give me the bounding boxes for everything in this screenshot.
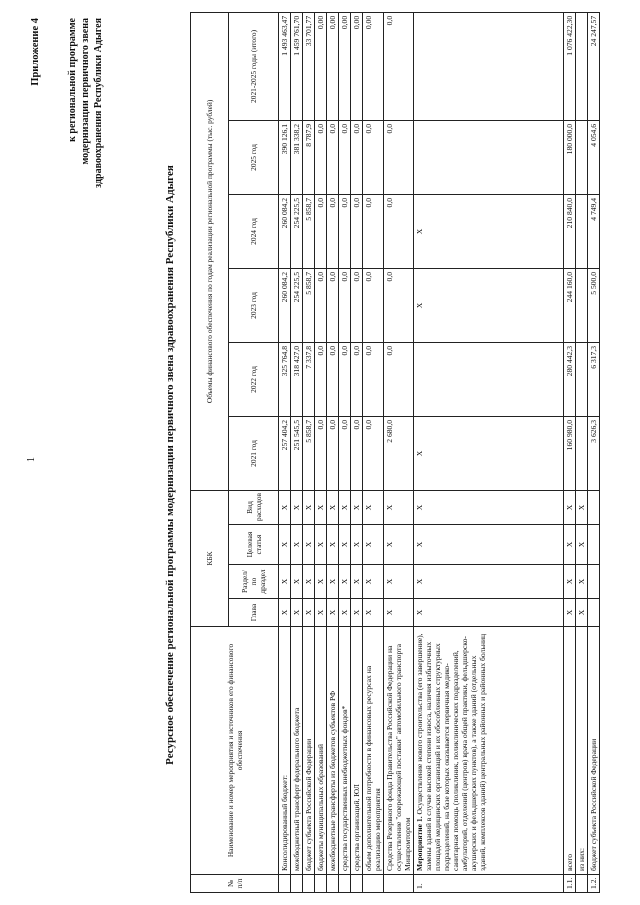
kbk-cell: Х — [291, 565, 303, 599]
kbk-cell: Х — [279, 599, 291, 627]
value-cell: 0,0 — [363, 416, 384, 490]
header-year-2025: 2025 год — [229, 120, 279, 194]
row-name — [414, 627, 564, 875]
value-cell: 1 076 422,30 — [564, 12, 576, 120]
kbk-cell: Х — [564, 525, 576, 565]
value-cell: 0,0 — [351, 194, 363, 268]
value-cell: 0,00 — [315, 12, 327, 120]
kbk-cell: Х — [339, 490, 351, 524]
table-row — [315, 12, 327, 892]
kbk-cell: Х — [351, 525, 363, 565]
value-cell: 0,0 — [315, 194, 327, 268]
value-cell — [576, 416, 588, 490]
value-cell: 0,0 — [384, 342, 414, 416]
appendix-title: Приложение 4 — [30, 18, 41, 86]
value-cell: 0,0 — [351, 268, 363, 342]
kbk-cell: Х — [351, 490, 363, 524]
value-cell: 0,00 — [327, 12, 339, 120]
value-cell: Х — [414, 268, 564, 342]
row-number — [363, 875, 384, 893]
value-cell: 5 858,7 — [303, 194, 315, 268]
kbk-cell: Х — [414, 490, 564, 524]
value-cell: 280 442,3 — [564, 342, 576, 416]
kbk-cell: Х — [315, 525, 327, 565]
table-row — [291, 12, 303, 892]
table-row — [414, 12, 564, 892]
row-number — [291, 875, 303, 893]
table-row — [588, 12, 600, 892]
value-cell: Х — [414, 194, 564, 268]
kbk-cell: Х — [339, 525, 351, 565]
value-cell: 0,0 — [351, 120, 363, 194]
row-name: бюджет субъекта Российской Федерации — [303, 627, 315, 875]
value-cell: 5 858,7 — [303, 268, 315, 342]
value-cell: 0,0 — [363, 342, 384, 416]
kbk-cell: Х — [279, 490, 291, 524]
header-name: Наименование и номер мероприятия и источников его финансового обеспечения — [191, 627, 279, 875]
value-cell — [414, 12, 564, 120]
value-cell: 0,0 — [315, 342, 327, 416]
value-cell: 5 858,7 — [303, 416, 315, 490]
value-cell — [576, 194, 588, 268]
appendix-subtitle-line: здравоохранения Республики Адыгея — [93, 18, 104, 188]
header-kbk-expense: Вид расходов — [229, 490, 279, 524]
kbk-cell: Х — [339, 599, 351, 627]
resource-table — [190, 12, 600, 893]
row-number — [279, 875, 291, 893]
value-cell — [576, 342, 588, 416]
value-cell: 0,0 — [384, 120, 414, 194]
kbk-cell: Х — [363, 599, 384, 627]
row-number — [315, 875, 327, 893]
value-cell: 244 160,0 — [564, 268, 576, 342]
row-number — [327, 875, 339, 893]
kbk-cell — [588, 565, 600, 599]
value-cell: 0,0 — [327, 342, 339, 416]
value-cell: 260 084,2 — [279, 268, 291, 342]
kbk-cell: Х — [576, 525, 588, 565]
header-year-2023: 2023 год — [229, 268, 279, 342]
kbk-cell: Х — [351, 599, 363, 627]
kbk-cell: Х — [363, 490, 384, 524]
value-cell: 33 701,77 — [303, 12, 315, 120]
value-cell: 2 680,0 — [384, 416, 414, 490]
kbk-cell — [588, 599, 600, 627]
table-row — [351, 12, 363, 892]
value-cell: 254 225,5 — [291, 268, 303, 342]
table-row — [303, 12, 315, 892]
value-cell: 0,00 — [339, 12, 351, 120]
kbk-cell: Х — [384, 525, 414, 565]
value-cell: 0,0 — [339, 416, 351, 490]
value-cell: 160 980,0 — [564, 416, 576, 490]
row-number: 1.1. — [564, 875, 576, 893]
kbk-cell: Х — [339, 565, 351, 599]
table-row — [564, 12, 576, 892]
value-cell: 251 545,5 — [291, 416, 303, 490]
table-row — [363, 12, 384, 892]
kbk-cell: Х — [384, 565, 414, 599]
value-cell: 257 404,2 — [279, 416, 291, 490]
row-number — [351, 875, 363, 893]
kbk-cell: Х — [279, 565, 291, 599]
row-number — [303, 875, 315, 893]
value-cell: 0,0 — [384, 194, 414, 268]
row-name: Средства Резервного фонда Правительства Российской Федерации на осуществление "опережающей поставки" автомобильного транспорта Минпромторгом — [384, 627, 414, 875]
value-cell: Х — [414, 416, 564, 490]
kbk-cell: Х — [564, 490, 576, 524]
kbk-cell: Х — [327, 490, 339, 524]
kbk-cell: Х — [384, 599, 414, 627]
value-cell: 318 427,0 — [291, 342, 303, 416]
kbk-cell: Х — [384, 490, 414, 524]
kbk-cell: Х — [564, 599, 576, 627]
value-cell: 0,0 — [339, 120, 351, 194]
row-name: бюджет субъекта Российской Федерации — [588, 627, 600, 875]
measure-label: Мероприятие 1. — [415, 814, 424, 871]
value-cell: 0,0 — [363, 194, 384, 268]
row-name: всего — [564, 627, 576, 875]
value-cell: 325 764,8 — [279, 342, 291, 416]
value-cell: 381 338,2 — [291, 120, 303, 194]
header-kbk-section: Раздел/по драздел — [229, 565, 279, 599]
header-kbk: КБК — [191, 490, 229, 626]
value-cell: 4 749,4 — [588, 194, 600, 268]
table-row — [576, 12, 588, 892]
kbk-cell: Х — [315, 565, 327, 599]
value-cell — [576, 12, 588, 120]
value-cell: 0,0 — [384, 268, 414, 342]
page-number: 1 — [26, 457, 37, 462]
kbk-cell: Х — [414, 599, 564, 627]
value-cell: 4 054,6 — [588, 120, 600, 194]
kbk-cell: Х — [564, 565, 576, 599]
kbk-cell: Х — [291, 525, 303, 565]
kbk-cell: Х — [414, 525, 564, 565]
kbk-cell: Х — [303, 599, 315, 627]
value-cell — [414, 120, 564, 194]
kbk-cell: Х — [291, 490, 303, 524]
measure-text: Осуществление нового строительства (его завершение), замены зданий в случае высокой степени износа, наличия избыточных площадей медицинских организаций и их обособленных структурных подразделений, на базе которых оказывается первичная медико-санитарная помощь (поликлиник, поликлинических подразделений, амбулаторий, отделений (центров) врача общей практики, фельдшерско-акушерских и фельдшерских пунктов), а также зданий (отдельных зданий, комплексов зданий) центральных районных и районных больниц — [415, 633, 487, 871]
kbk-cell: Х — [303, 490, 315, 524]
header-year-2021: 2021 год — [229, 416, 279, 490]
value-cell: 390 126,1 — [279, 120, 291, 194]
value-cell: 0,0 — [351, 342, 363, 416]
kbk-cell: Х — [303, 565, 315, 599]
value-cell: 0,0 — [327, 120, 339, 194]
value-cell: 0,00 — [351, 12, 363, 120]
kbk-cell: Х — [363, 565, 384, 599]
header-year-2024: 2024 год — [229, 194, 279, 268]
kbk-cell: Х — [576, 565, 588, 599]
value-cell: 0,0 — [327, 268, 339, 342]
value-cell: 0,00 — [363, 12, 384, 120]
row-name: бюджеты муниципальных образований — [315, 627, 327, 875]
table-row — [327, 12, 339, 892]
row-name: из них: — [576, 627, 588, 875]
row-number: 1. — [414, 875, 564, 893]
value-cell — [576, 120, 588, 194]
kbk-cell: Х — [363, 525, 384, 565]
value-cell: 3 626,3 — [588, 416, 600, 490]
row-name: средства государственных внебюджетных фондов* — [339, 627, 351, 875]
kbk-cell — [588, 490, 600, 524]
value-cell: 8 787,9 — [303, 120, 315, 194]
value-cell — [414, 342, 564, 416]
value-cell: 1 459 761,70 — [291, 12, 303, 120]
kbk-cell: Х — [576, 490, 588, 524]
header-volumes: Объемы финансового обеспечения по годам реализации региональной программы (тыс. рублей) — [191, 12, 229, 490]
table-row — [384, 12, 414, 892]
row-name: средства организаций, ЮЛ — [351, 627, 363, 875]
value-cell: 0,0 — [339, 194, 351, 268]
header-kbk-target: Целевая статья — [229, 525, 279, 565]
value-cell: 0,0 — [339, 268, 351, 342]
table-row — [279, 12, 291, 892]
row-number — [576, 875, 588, 893]
value-cell: 0,0 — [363, 268, 384, 342]
kbk-cell: Х — [279, 525, 291, 565]
header-year-2022: 2022 год — [229, 342, 279, 416]
value-cell: 0,0 — [315, 120, 327, 194]
row-number — [384, 875, 414, 893]
row-name: объем дополнительной потребности в финансовых ресурсах на реализацию мероприятия — [363, 627, 384, 875]
kbk-cell — [588, 525, 600, 565]
kbk-cell: Х — [351, 565, 363, 599]
header-total: 2021-2025 годы (итого) — [229, 12, 279, 120]
value-cell: 1 493 463,47 — [279, 12, 291, 120]
header-kbk-chapter: Глава — [229, 599, 279, 627]
kbk-cell: Х — [315, 599, 327, 627]
value-cell: 7 337,8 — [303, 342, 315, 416]
kbk-cell: Х — [303, 525, 315, 565]
row-name: Консолидированный бюджет: — [279, 627, 291, 875]
value-cell: 260 084,2 — [279, 194, 291, 268]
row-number: 1.2. — [588, 875, 600, 893]
value-cell: 0,0 — [327, 194, 339, 268]
value-cell: 0,0 — [363, 120, 384, 194]
value-cell: 180 000,0 — [564, 120, 576, 194]
value-cell: 254 225,5 — [291, 194, 303, 268]
kbk-cell: Х — [414, 565, 564, 599]
value-cell: 0,0 — [339, 342, 351, 416]
appendix-subtitle — [66, 18, 105, 378]
value-cell: 5 500,0 — [588, 268, 600, 342]
kbk-cell: Х — [291, 599, 303, 627]
row-name: межбюджетные трансферты из бюджетов субъектов РФ — [327, 627, 339, 875]
kbk-cell: Х — [315, 490, 327, 524]
value-cell: 0,0 — [327, 416, 339, 490]
document-title: Ресурсное обеспечение региональной программы модернизации первичного звена здравоохранения Республики Адыгея — [164, 165, 176, 765]
row-number — [339, 875, 351, 893]
appendix-subtitle-line: к региональной программе — [67, 18, 78, 142]
table-row — [339, 12, 351, 892]
value-cell: 210 840,0 — [564, 194, 576, 268]
value-cell: 0,0 — [315, 416, 327, 490]
appendix-subtitle-line: модернизации первичного звена — [80, 18, 91, 165]
row-name: межбюджетный трансферт федерального бюджета — [291, 627, 303, 875]
header-num: № п/п — [191, 875, 279, 893]
kbk-cell: Х — [576, 599, 588, 627]
kbk-cell: Х — [327, 599, 339, 627]
value-cell: 0,0 — [315, 268, 327, 342]
value-cell: 24 247,57 — [588, 12, 600, 120]
kbk-cell: Х — [327, 565, 339, 599]
value-cell: 6 317,3 — [588, 342, 600, 416]
value-cell — [576, 268, 588, 342]
value-cell: 0,0 — [384, 12, 414, 120]
value-cell: 0,0 — [351, 416, 363, 490]
kbk-cell: Х — [327, 525, 339, 565]
